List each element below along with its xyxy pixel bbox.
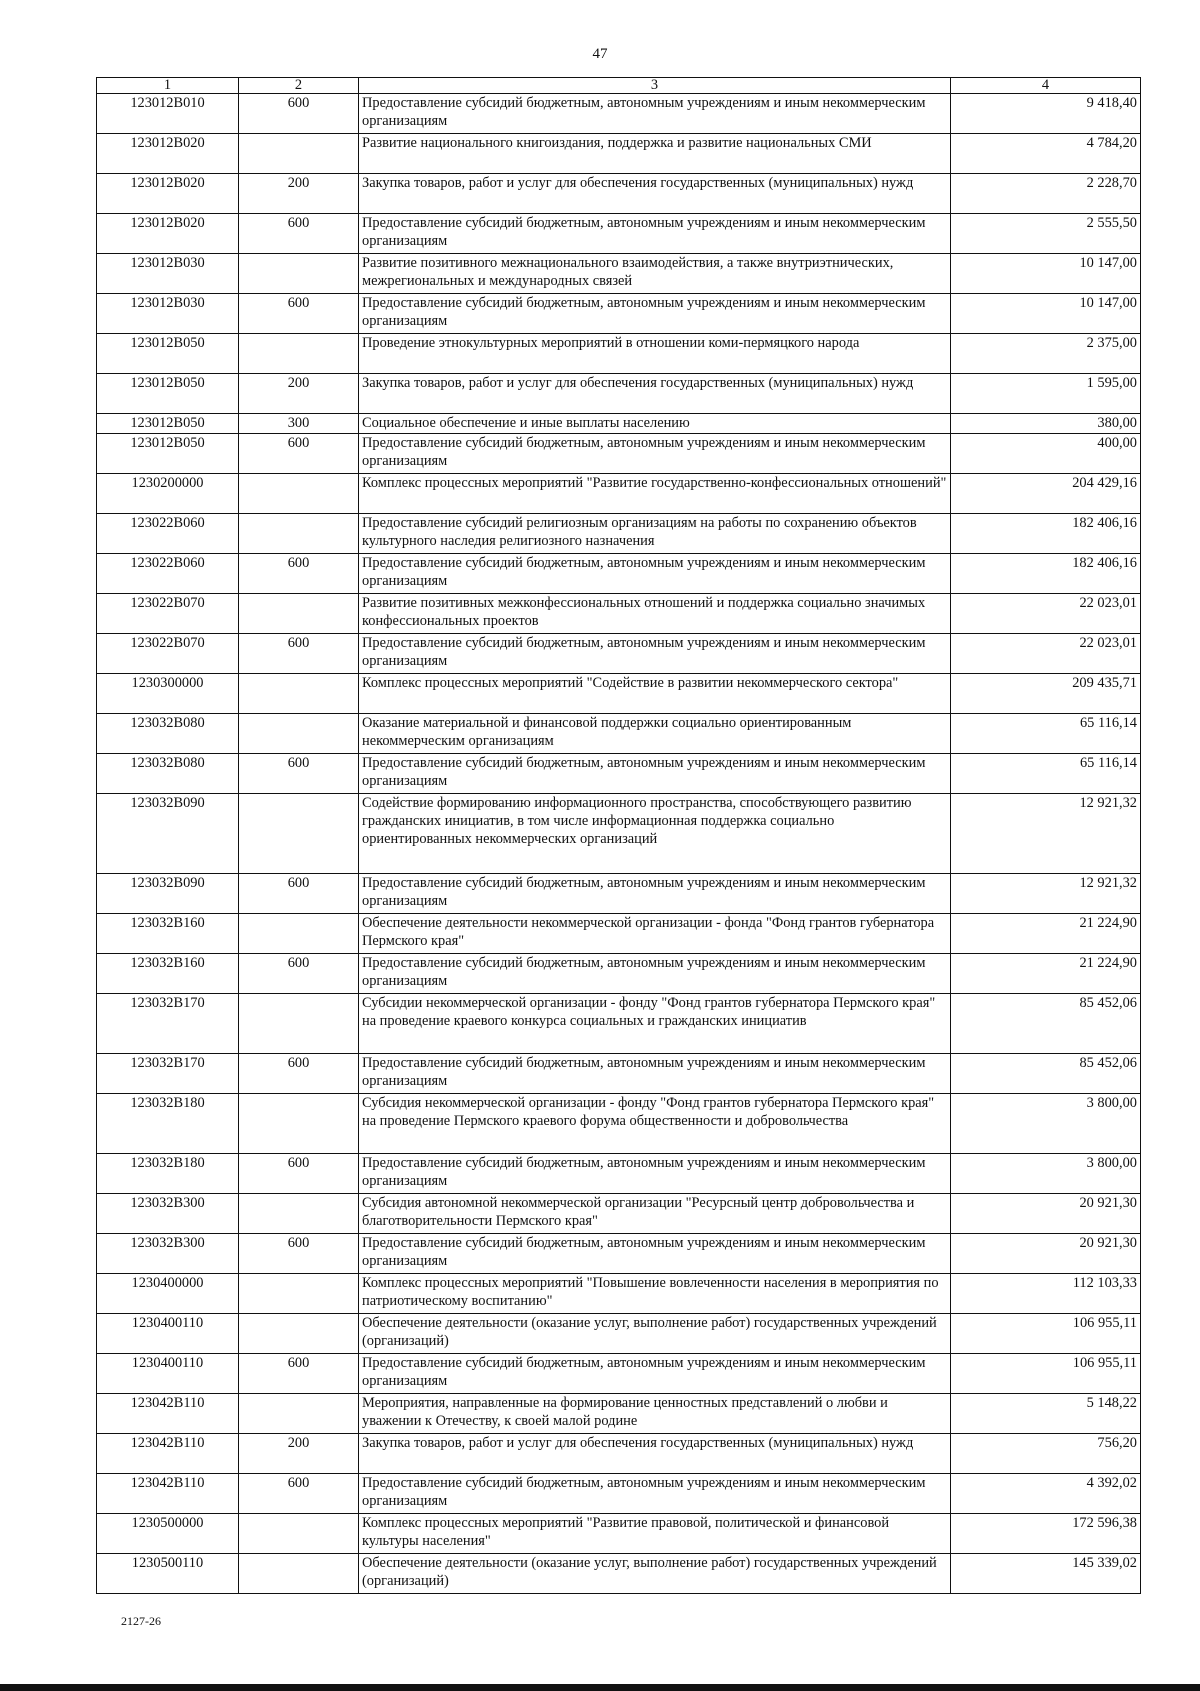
code-cell: 123042B110 (97, 1434, 239, 1474)
code-cell: 123012B030 (97, 294, 239, 334)
code-cell: 123032B300 (97, 1234, 239, 1274)
code-cell: 123012B050 (97, 374, 239, 414)
table-row (97, 754, 1141, 794)
table-row (97, 594, 1141, 634)
name-cell: Предоставление субсидий бюджетным, автономным учреждениям и иным некоммерческим организациям (359, 294, 951, 334)
amount-cell: 145 339,02 (951, 1554, 1141, 1594)
table-row (97, 334, 1141, 374)
expense-type-cell (239, 794, 359, 874)
table-row (97, 1434, 1141, 1474)
expense-type-cell: 200 (239, 1434, 359, 1474)
code-cell: 123012B020 (97, 174, 239, 214)
name-cell: Предоставление субсидий бюджетным, автономным учреждениям и иным некоммерческим организациям (359, 874, 951, 914)
amount-cell: 10 147,00 (951, 294, 1141, 334)
expense-type-cell (239, 1274, 359, 1314)
code-cell: 123032B090 (97, 874, 239, 914)
expense-type-cell (239, 1194, 359, 1234)
code-cell: 123022B070 (97, 634, 239, 674)
expense-type-cell (239, 914, 359, 954)
table-row (97, 434, 1141, 474)
amount-cell: 20 921,30 (951, 1234, 1141, 1274)
expense-type-cell (239, 1514, 359, 1554)
expense-type-cell: 600 (239, 1154, 359, 1194)
amount-cell: 204 429,16 (951, 474, 1141, 514)
code-cell: 123032B300 (97, 1194, 239, 1234)
code-cell: 123022B060 (97, 514, 239, 554)
code-cell: 123032B170 (97, 1054, 239, 1094)
name-cell: Предоставление субсидий бюджетным, автономным учреждениям и иным некоммерческим организациям (359, 754, 951, 794)
expense-type-cell: 200 (239, 174, 359, 214)
expense-type-cell: 600 (239, 1354, 359, 1394)
expense-type-cell (239, 1394, 359, 1434)
code-cell: 123032B080 (97, 754, 239, 794)
name-cell: Предоставление субсидий бюджетным, автономным учреждениям и иным некоммерческим организациям (359, 634, 951, 674)
name-cell: Закупка товаров, работ и услуг для обеспечения государственных (муниципальных) нужд (359, 1434, 951, 1474)
name-cell: Предоставление субсидий религиозным организациям на работы по сохранению объектов культурного наследия религиозного назначения (359, 514, 951, 554)
table-row (97, 254, 1141, 294)
amount-cell: 380,00 (951, 414, 1141, 434)
expense-type-cell (239, 594, 359, 634)
expense-type-cell: 600 (239, 874, 359, 914)
amount-cell: 4 784,20 (951, 134, 1141, 174)
expense-type-cell (239, 514, 359, 554)
code-cell: 1230200000 (97, 474, 239, 514)
name-cell: Субсидия автономной некоммерческой организации "Ресурсный центр добровольчества и благотворительности Пермского края" (359, 1194, 951, 1234)
table-row (97, 874, 1141, 914)
name-cell: Комплекс процессных мероприятий "Развитие государственно-конфессиональных отношений" (359, 474, 951, 514)
code-cell: 1230500000 (97, 1514, 239, 1554)
amount-cell: 172 596,38 (951, 1514, 1141, 1554)
code-cell: 123042B110 (97, 1474, 239, 1514)
code-cell: 1230400110 (97, 1354, 239, 1394)
name-cell: Обеспечение деятельности (оказание услуг, выполнение работ) государственных учреждений (организаций) (359, 1554, 951, 1594)
expense-type-cell (239, 474, 359, 514)
header-col-1: 1 (97, 78, 239, 94)
name-cell: Развитие позитивного межнационального взаимодействия, а также внутриэтнических, межрегиональных и международных связей (359, 254, 951, 294)
amount-cell: 2 375,00 (951, 334, 1141, 374)
expense-type-cell (239, 994, 359, 1054)
expense-type-cell: 600 (239, 754, 359, 794)
amount-cell: 182 406,16 (951, 554, 1141, 594)
amount-cell: 112 103,33 (951, 1274, 1141, 1314)
amount-cell: 106 955,11 (951, 1314, 1141, 1354)
amount-cell: 756,20 (951, 1434, 1141, 1474)
name-cell: Развитие позитивных межконфессиональных отношений и поддержка социально значимых конфессиональных проектов (359, 594, 951, 634)
expense-type-cell (239, 1094, 359, 1154)
amount-cell: 22 023,01 (951, 634, 1141, 674)
code-cell: 123012B030 (97, 254, 239, 294)
table-row (97, 714, 1141, 754)
amount-cell: 3 800,00 (951, 1094, 1141, 1154)
amount-cell: 9 418,40 (951, 94, 1141, 134)
table-row (97, 514, 1141, 554)
amount-cell: 10 147,00 (951, 254, 1141, 294)
table-row (97, 554, 1141, 594)
code-cell: 123022B070 (97, 594, 239, 634)
table-row (97, 1394, 1141, 1434)
name-cell: Мероприятия, направленные на формирование ценностных представлений о любви и уважении к Отечеству, к своей малой родине (359, 1394, 951, 1434)
code-cell: 1230500110 (97, 1554, 239, 1594)
header-col-2: 2 (239, 78, 359, 94)
table-row (97, 374, 1141, 414)
amount-cell: 209 435,71 (951, 674, 1141, 714)
expense-type-cell (239, 254, 359, 294)
budget-table (96, 77, 1141, 1594)
amount-cell: 65 116,14 (951, 754, 1141, 794)
table-row (97, 954, 1141, 994)
page-number: 47 (592, 46, 608, 62)
amount-cell: 22 023,01 (951, 594, 1141, 634)
code-cell: 123042B110 (97, 1394, 239, 1434)
table-row (97, 1554, 1141, 1594)
expense-type-cell: 600 (239, 434, 359, 474)
expense-type-cell (239, 674, 359, 714)
expense-type-cell: 600 (239, 94, 359, 134)
expense-type-cell: 600 (239, 1474, 359, 1514)
code-cell: 1230300000 (97, 674, 239, 714)
amount-cell: 182 406,16 (951, 514, 1141, 554)
name-cell: Комплекс процессных мероприятий "Содействие в развитии некоммерческого сектора" (359, 674, 951, 714)
name-cell: Предоставление субсидий бюджетным, автономным учреждениям и иным некоммерческим организациям (359, 214, 951, 254)
amount-cell: 400,00 (951, 434, 1141, 474)
code-cell: 123012B010 (97, 94, 239, 134)
expense-type-cell: 600 (239, 214, 359, 254)
table-row (97, 474, 1141, 514)
expense-type-cell: 300 (239, 414, 359, 434)
table-row (97, 1514, 1141, 1554)
table-row (97, 1234, 1141, 1274)
code-cell: 1230400110 (97, 1314, 239, 1354)
code-cell: 1230400000 (97, 1274, 239, 1314)
table-row (97, 294, 1141, 334)
name-cell: Субсидия некоммерческой организации - фонду "Фонд грантов губернатора Пермского края" на проведение Пермского краевого форума общественности и добровольчества (359, 1094, 951, 1154)
expense-type-cell: 600 (239, 1054, 359, 1094)
table-row (97, 794, 1141, 874)
name-cell: Предоставление субсидий бюджетным, автономным учреждениям и иным некоммерческим организациям (359, 1054, 951, 1094)
amount-cell: 21 224,90 (951, 914, 1141, 954)
name-cell: Предоставление субсидий бюджетным, автономным учреждениям и иным некоммерческим организациям (359, 1354, 951, 1394)
amount-cell: 2 555,50 (951, 214, 1141, 254)
amount-cell: 3 800,00 (951, 1154, 1141, 1194)
table-row (97, 994, 1141, 1054)
name-cell: Обеспечение деятельности (оказание услуг, выполнение работ) государственных учреждений (организаций) (359, 1314, 951, 1354)
header-row (97, 78, 1141, 94)
name-cell: Комплекс процессных мероприятий "Повышение вовлеченности населения в мероприятия по патриотическому воспитанию" (359, 1274, 951, 1314)
name-cell: Предоставление субсидий бюджетным, автономным учреждениям и иным некоммерческим организациям (359, 94, 951, 134)
code-cell: 123032B160 (97, 914, 239, 954)
amount-cell: 1 595,00 (951, 374, 1141, 414)
amount-cell: 12 921,32 (951, 794, 1141, 874)
header-col-4: 4 (951, 78, 1141, 94)
expense-type-cell: 600 (239, 634, 359, 674)
code-cell: 123012B020 (97, 134, 239, 174)
amount-cell: 106 955,11 (951, 1354, 1141, 1394)
code-cell: 123032B170 (97, 994, 239, 1054)
table-row (97, 174, 1141, 214)
table-row (97, 134, 1141, 174)
name-cell: Предоставление субсидий бюджетным, автономным учреждениям и иным некоммерческим организациям (359, 954, 951, 994)
table-row (97, 674, 1141, 714)
amount-cell: 85 452,06 (951, 994, 1141, 1054)
name-cell: Содействие формированию информационного пространства, способствующего развитию гражданских инициатив, в том числе информационная поддержка социально ориентированных некоммерческих организаций (359, 794, 951, 874)
code-cell: 123012B050 (97, 414, 239, 434)
table-row (97, 94, 1141, 134)
code-cell: 123032B180 (97, 1094, 239, 1154)
table-row (97, 1094, 1141, 1154)
amount-cell: 85 452,06 (951, 1054, 1141, 1094)
name-cell: Комплекс процессных мероприятий "Развитие правовой, политической и финансовой культуры населения" (359, 1514, 951, 1554)
code-cell: 123012B020 (97, 214, 239, 254)
code-cell: 123022B060 (97, 554, 239, 594)
code-cell: 123012B050 (97, 434, 239, 474)
amount-cell: 12 921,32 (951, 874, 1141, 914)
expense-type-cell (239, 334, 359, 374)
expense-type-cell: 200 (239, 374, 359, 414)
table-row (97, 214, 1141, 254)
name-cell: Закупка товаров, работ и услуг для обеспечения государственных (муниципальных) нужд (359, 374, 951, 414)
name-cell: Предоставление субсидий бюджетным, автономным учреждениям и иным некоммерческим организациям (359, 1474, 951, 1514)
table-row (97, 1354, 1141, 1394)
name-cell: Закупка товаров, работ и услуг для обеспечения государственных (муниципальных) нужд (359, 174, 951, 214)
name-cell: Социальное обеспечение и иные выплаты населению (359, 414, 951, 434)
table-row (97, 1054, 1141, 1094)
table-row (97, 634, 1141, 674)
amount-cell: 4 392,02 (951, 1474, 1141, 1514)
table-body (97, 94, 1141, 1594)
name-cell: Предоставление субсидий бюджетным, автономным учреждениям и иным некоммерческим организациям (359, 434, 951, 474)
expense-type-cell (239, 1554, 359, 1594)
amount-cell: 5 148,22 (951, 1394, 1141, 1434)
table-row (97, 1274, 1141, 1314)
name-cell: Предоставление субсидий бюджетным, автономным учреждениям и иным некоммерческим организациям (359, 1154, 951, 1194)
amount-cell: 21 224,90 (951, 954, 1141, 994)
header-col-3: 3 (359, 78, 951, 94)
name-cell: Обеспечение деятельности некоммерческой организации - фонда "Фонд грантов губернатора Пермского края" (359, 914, 951, 954)
amount-cell: 65 116,14 (951, 714, 1141, 754)
expense-type-cell: 600 (239, 954, 359, 994)
expense-type-cell (239, 134, 359, 174)
scan-border (0, 1684, 1200, 1691)
code-cell: 123012B050 (97, 334, 239, 374)
amount-cell: 2 228,70 (951, 174, 1141, 214)
name-cell: Предоставление субсидий бюджетным, автономным учреждениям и иным некоммерческим организациям (359, 1234, 951, 1274)
name-cell: Проведение этнокультурных мероприятий в отношении коми-пермяцкого народа (359, 334, 951, 374)
table-row (97, 414, 1141, 434)
code-cell: 123032B090 (97, 794, 239, 874)
expense-type-cell: 600 (239, 554, 359, 594)
table-row (97, 1474, 1141, 1514)
name-cell: Предоставление субсидий бюджетным, автономным учреждениям и иным некоммерческим организациям (359, 554, 951, 594)
name-cell: Развитие национального книгоиздания, поддержка и развитие национальных СМИ (359, 134, 951, 174)
table-row (97, 1314, 1141, 1354)
table-row (97, 1194, 1141, 1234)
expense-type-cell: 600 (239, 294, 359, 334)
expense-type-cell (239, 714, 359, 754)
table-row (97, 1154, 1141, 1194)
expense-type-cell: 600 (239, 1234, 359, 1274)
name-cell: Оказание материальной и финансовой поддержки социально ориентированным некоммерческим организациям (359, 714, 951, 754)
code-cell: 123032B180 (97, 1154, 239, 1194)
document-code: 2127-26 (121, 1614, 161, 1628)
table-row (97, 914, 1141, 954)
expense-type-cell (239, 1314, 359, 1354)
code-cell: 123032B160 (97, 954, 239, 994)
amount-cell: 20 921,30 (951, 1194, 1141, 1234)
name-cell: Субсидии некоммерческой организации - фонду "Фонд грантов губернатора Пермского края" на проведение краевого конкурса социальных и гражданских инициатив (359, 994, 951, 1054)
code-cell: 123032B080 (97, 714, 239, 754)
